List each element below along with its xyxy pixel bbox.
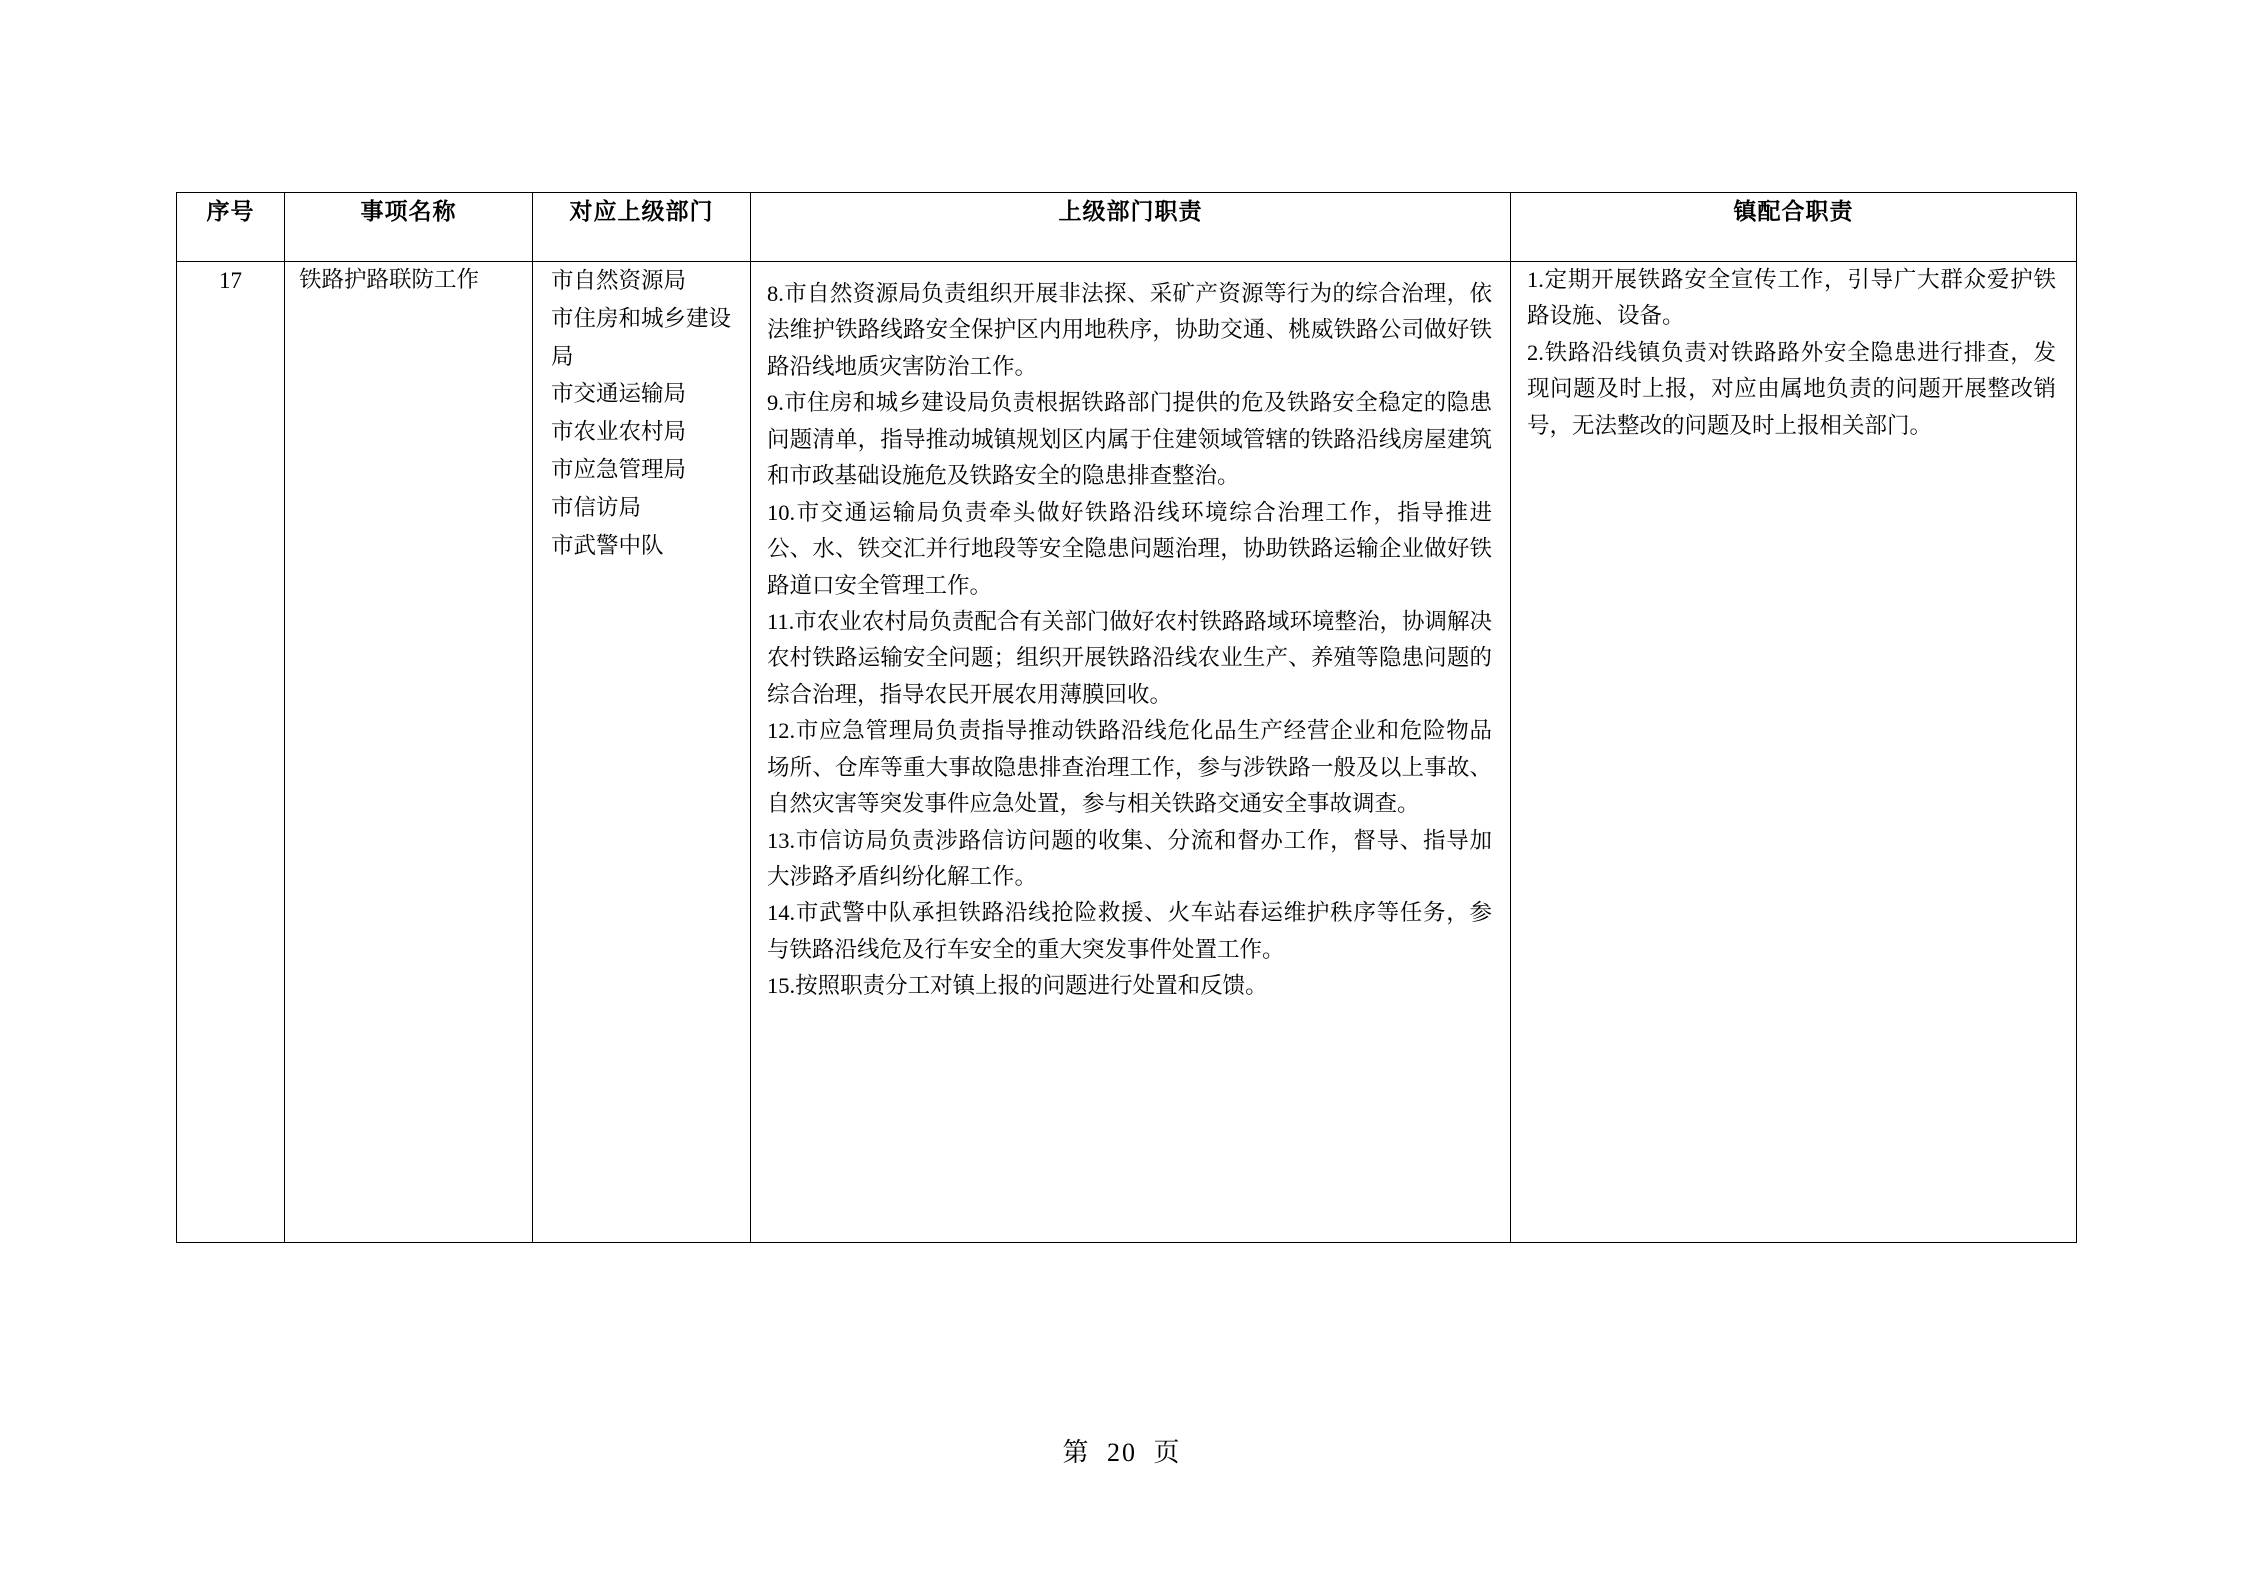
footer-page-number: 20 bbox=[1107, 1438, 1137, 1467]
table-body bbox=[177, 262, 2077, 1243]
cell-town-duties bbox=[1511, 262, 2077, 1243]
column-header-seq: 序号 bbox=[177, 193, 285, 262]
cell-upper-departments bbox=[533, 262, 751, 1243]
department-item: 市交通运输局 bbox=[551, 381, 687, 407]
footer-prefix: 第 bbox=[1062, 1438, 1091, 1467]
upper-duty-list bbox=[751, 262, 1510, 1023]
column-header-town-duties: 镇配合职责 bbox=[1511, 193, 2077, 262]
upper-duty-item: 8.市自然资源局负责组织开展非法探、采矿产资源等行为的综合治理，依法维护铁路线路安全保护区内用地秩序，协助交通、桃威铁路公司做好铁路沿线地质灾害防治工作。 bbox=[767, 281, 1492, 379]
column-header-upper-department: 对应上级部门 bbox=[533, 193, 751, 262]
responsibilities-table-wrapper bbox=[176, 192, 2076, 1243]
column-header-upper-duties: 上级部门职责 bbox=[751, 193, 1511, 262]
upper-duty-item: 12.市应急管理局负责指导推动铁路沿线危化品生产经营企业和危险物品场所、仓库等重大事故隐患排查治理工作，参与涉铁路一般及以上事故、自然灾害等突发事件应急处置，参与相关铁路交通安全事故调查。 bbox=[767, 718, 1492, 817]
town-duty-list bbox=[1511, 262, 2076, 444]
upper-duty-item: 15.按照职责分工对镇上报的问题进行处置和反馈。 bbox=[767, 973, 1268, 999]
department-item: 市住房和城乡建设局 bbox=[551, 305, 732, 369]
town-duty-item: 2.铁路沿线镇负责对铁路路外安全隐患进行排查，发现问题及时上报，对应由属地负责的问题开展整改销号，无法整改的问题及时上报相关部门。 bbox=[1527, 339, 2056, 438]
department-item: 市农业农村局 bbox=[551, 419, 687, 445]
cell-sequence-number: 17 bbox=[177, 262, 285, 1243]
upper-duty-item: 10.市交通运输局负责牵头做好铁路沿线环境综合治理工作，指导推进公、水、铁交汇并行地段等安全隐患问题治理，协助铁路运输企业做好铁路道口安全管理工作。 bbox=[767, 499, 1492, 598]
table-row bbox=[177, 262, 2077, 1243]
upper-duty-item: 11.市农业农村局负责配合有关部门做好农村铁路路域环境整治，协调解决农村铁路运输安全问题；组织开展铁路沿线农业生产、养殖等隐患问题的综合治理，指导农民开展农用薄膜回收。 bbox=[767, 608, 1492, 707]
department-item: 市信访局 bbox=[551, 494, 642, 520]
column-header-item-name: 事项名称 bbox=[285, 193, 533, 262]
town-duty-item: 1.定期开展铁路安全宣传工作，引导广大群众爱护铁路设施、设备。 bbox=[1527, 267, 2056, 329]
upper-duty-item: 14.市武警中队承担铁路沿线抢险救援、火车站春运维护秩序等任务，参与铁路沿线危及行车安全的重大突发事件处置工作。 bbox=[767, 900, 1492, 962]
upper-duty-item: 9.市住房和城乡建设局负责根据铁路部门提供的危及铁路安全稳定的隐患问题清单，指导推动城镇规划区内属于住建领域管辖的铁路沿线房屋建筑和市政基础设施危及铁路安全的隐患排查整治。 bbox=[767, 390, 1492, 489]
item-name-text: 铁路护路联防工作 bbox=[299, 267, 480, 292]
upper-duty-item: 13.市信访局负责涉路信访问题的收集、分流和督办工作，督导、指导加大涉路矛盾纠纷化解工作。 bbox=[767, 827, 1492, 889]
page-footer bbox=[0, 1432, 2244, 1469]
department-item: 市应急管理局 bbox=[551, 456, 687, 482]
cell-item-name bbox=[285, 262, 533, 1243]
department-item: 市武警中队 bbox=[551, 532, 664, 558]
cell-upper-duties bbox=[751, 262, 1511, 1243]
department-list bbox=[533, 262, 750, 564]
responsibilities-table bbox=[176, 192, 2077, 1243]
department-item: 市自然资源局 bbox=[551, 268, 687, 293]
table-header bbox=[177, 193, 2077, 262]
footer-suffix: 页 bbox=[1153, 1438, 1182, 1467]
table-header-row bbox=[177, 193, 2077, 262]
